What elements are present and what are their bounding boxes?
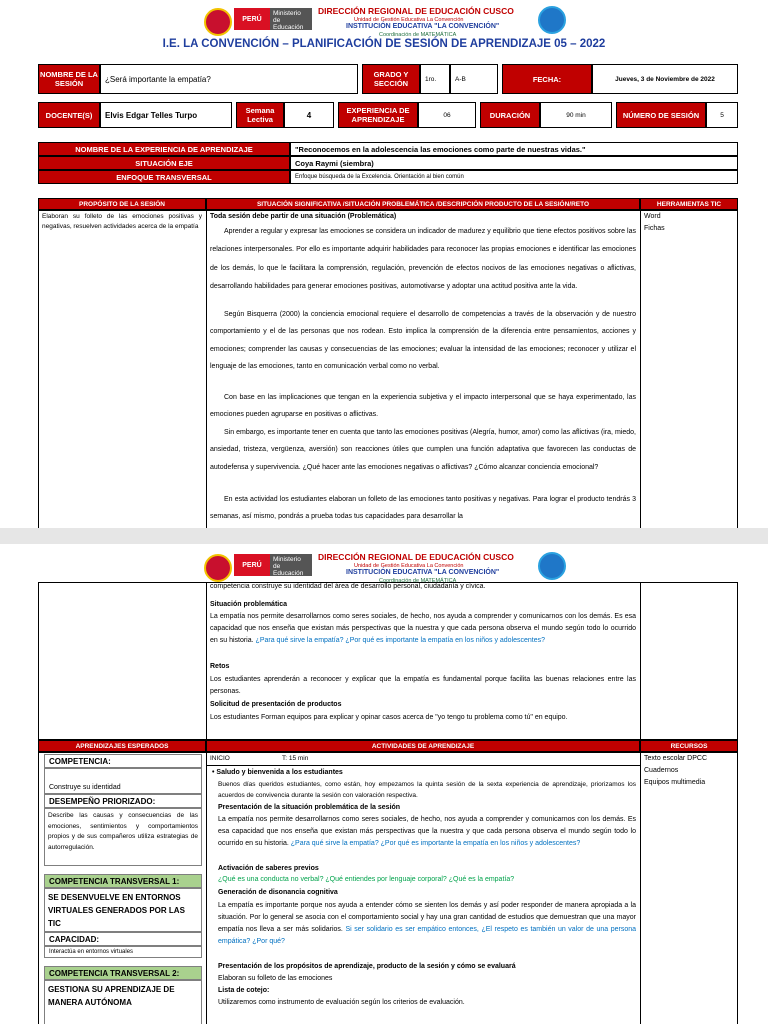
page-header (196, 4, 566, 40)
time-label: T: 15 min (282, 755, 309, 762)
grade-label: GRADO Y SECCIÓN (362, 64, 420, 94)
divider (640, 210, 641, 528)
resource-multimedia: Equipos multimedia (644, 779, 706, 786)
competency-label: COMPETENCIA: (44, 754, 202, 768)
page-2 (0, 544, 768, 1024)
situation-paragraph-2: Según Bisquerra (2000) la conciencia emocional requiere el desarrollo de competencias a través de la observación y de nuestro comportamiento y el de las personas que nos rodean. Esto implica la comprensión de la diferencia entre pensamientos, acciones y emociones; comprender las causas y consecuencias de las emociones; evaluar la intensidad de las emociones; reconocer y utilizar el lenguaje de las emociones, tanto en comunicación verbal como no verbal. (210, 311, 636, 371)
divider (206, 210, 207, 528)
dissonance-title: Generación de disonancia cognitiva (218, 889, 338, 896)
experience-label: EXPERIENCIA DE APRENDIZAJE (338, 102, 418, 128)
header-line4: Coordinación de MATEMÁTICA (379, 32, 457, 38)
capacity-label: CAPACIDAD: (44, 932, 202, 946)
session-name-value: ¿Será importante la empatía? (100, 64, 358, 94)
products-text: Los estudiantes Forman equipos para explicar y opinar casos acerca de "yo tengo tu problema como tú" en equipo. (210, 714, 568, 721)
checklist-text: Utilizaremos como instrumento de evaluación según los criterios de evaluación. (218, 999, 465, 1006)
transversal1-label: COMPETENCIA TRANSVERSAL 1: (44, 874, 202, 888)
date-value: Jueves, 3 de Noviembre de 2022 (592, 64, 738, 94)
resource-textbook: Texto escolar DPCC (644, 755, 708, 762)
school-seal-icon (538, 552, 566, 580)
situation-paragraph-4: Sin embargo, es importante tener en cuenta que tanto las emociones positivas (Alegría, humor, amor) como las aflictivas (ira, miedo, ansiedad, tristeza, vergüenza, aversión) son reacciones útiles que cumplen una función adaptativa que favorecen las conductas de autodefensa y supervivencia. ¿Qué hacer ante las emociones negativas o aflictivas? ¿Cómo alcanzar conciencia emocional? (210, 429, 636, 471)
duration-label: DURACIÓN (480, 102, 540, 128)
divider (640, 582, 641, 740)
peru-shield-icon (204, 8, 232, 36)
peru-shield-icon (204, 554, 232, 582)
performance-value: Describe las causas y consecuencias de las emociones, sentimientos y comportamientos propios y de sus compañeros utiliza estrategias de autorregulación. (48, 812, 198, 851)
competency-value: Construye su identidad (44, 768, 202, 794)
session-number-label: NÚMERO DE SESIÓN (616, 102, 706, 128)
tic-word: Word (644, 213, 661, 220)
header-line3: INSTITUCIÓN EDUCATIVA "LA CONVENCIÓN" (346, 23, 500, 30)
performance-label: DESEMPEÑO PRIORIZADO: (44, 794, 202, 808)
situation-paragraph-1: Aprender a regular y expresar las emociones se considera un indicador de madurez y equilibrio que tiene efectos positivos sobre las relaciones interpersonales. Por ello es importante adquirir habilidades para reconocer las propias emociones e identificar las emociones de los demás, lo que le facilitara la comprensión, regulación, prevención de efectos nocivos de las emociones negativas o aflictivas, desarrollando habilidades para generar emociones positivas, automotivarse y adoptar una actitud positiva ante la vida. (210, 228, 636, 291)
situation-label: SITUACIÓN EJE (38, 156, 290, 170)
expected-learning-header: APRENDIZAJES ESPERADOS (38, 740, 206, 752)
resource-notebooks: Cuadernos (644, 767, 679, 774)
problem-text: La empatía nos permite desarrollarnos como seres sociales, de hecho, nos ayuda a comprender y comunicarnos con los demás. Es esa capacidad que nos enseña que existan más perspectivas que la nuestra y que cada persona observa el mundo según todo lo ocurrido en su historia. ¿Para qué sirve la empatía? ¿Por qué es importante la empatía en los niños y adolescentes? (210, 613, 636, 644)
transversal1-box (44, 888, 202, 932)
experience-name-value: "Reconocemos en la adolescencia las emociones como parte de nuestras vidas." (290, 142, 738, 156)
tic-fichas: Fichas (644, 225, 665, 232)
week-value: 4 (284, 102, 334, 128)
header-line3: INSTITUCIÓN EDUCATIVA "LA CONVENCIÓN" (346, 569, 500, 576)
resources-header: RECURSOS (640, 740, 738, 752)
header-line2: Unidad de Gestión Educativa La Convención (354, 17, 464, 23)
divider (206, 752, 207, 1024)
date-label: FECHA: (502, 64, 592, 94)
purposes-text: Elaboran su folleto de las emociones (218, 975, 333, 982)
experience-name-label: NOMBRE DE LA EXPERIENCIA DE APRENDIZAJE (38, 142, 290, 156)
purposes-title: Presentación de los propósitos de aprendizaje, producto de la sesión y cómo se evaluará (218, 963, 516, 970)
situation-paragraph-3: Con base en las implicaciones que tengan en la experiencia subjetiva y el impacto interpersonal que se haya experimentado, las emociones pueden agruparse en positivas o aflictivas. (210, 394, 636, 419)
header-line1: DIRECCIÓN REGIONAL DE EDUCACIÓN CUSCO (318, 6, 514, 16)
teacher-value: Elvis Edgar Telles Turpo (100, 102, 232, 128)
grade-value: 1ro. (420, 64, 450, 94)
activation-question: ¿Qué es una conducta no verbal? ¿Qué entiendes por lenguaje corporal? ¿Qué es la empatía? (218, 876, 515, 883)
approach-value: Enfoque búsqueda de la Excelencia. Orientación al bien común (290, 170, 738, 184)
products-title: Solicitud de presentación de productos (210, 701, 342, 708)
situation-intro: Toda sesión debe partir de una situación (Problemática) (210, 213, 397, 220)
ministry-logo: Ministerio de Educación (270, 554, 312, 576)
transversal1-value: SE DESENVUELVE EN ENTORNOS VIRTUALES GENERADOS POR LAS TIC (48, 893, 185, 928)
checklist-title: Lista de cotejo: (218, 987, 270, 994)
performance-box (44, 808, 202, 866)
activities-header: ACTIVIDADES DE APRENDIZAJE (206, 740, 640, 752)
purpose-header: PROPÓSITO DE LA SESIÓN (38, 198, 206, 210)
ministry-logo: Ministerio de Educación (270, 8, 312, 30)
header-line2: Unidad de Gestión Educativa La Convención (354, 563, 464, 569)
presentation-text: La empatía nos permite desarrollarnos como seres sociales, de hecho, nos ayuda a comprender y comunicarnos con los demás. Es esa capacidad que nos enseña que existan más perspectivas que la nuestra y que cada persona observa el mundo según todo lo ocurrido en su historia. ¿Para qué sirve la empatía? ¿Por qué es importante la empatía en los niños y adolescentes? (218, 816, 636, 847)
divider (206, 765, 640, 766)
greeting-text: Buenos días queridos estudiantes, como están, hoy empezamos la quinta sesión de la sexta experiencia de aprendizaje, priorizamos los acuerdos de convivencia durante la sesión con valoración respectiva. (218, 781, 636, 799)
page-title: I.E. LA CONVENCIÓN – PLANIFICACIÓN DE SESIÓN DE APRENDIZAJE 05 – 2022 (162, 38, 606, 50)
approach-label: ENFOQUE TRANSVERSAL (38, 170, 290, 184)
greeting-title: • Saludo y bienvenida a los estudiantes (212, 769, 343, 776)
situation-paragraph-5: En esta actividad los estudiantes elaboran un folleto de las emociones tanto positivas y negativas. Para lograr el producto tendrás 3 semanas, así mismo, pondrás a prueba todas tus capacidades para desarrollar la (210, 496, 636, 521)
divider (640, 752, 641, 1024)
tic-header: HERRAMIENTAS TIC (640, 198, 738, 210)
activation-title: Activación de saberes previos (218, 865, 319, 872)
week-label: Semana Lectiva (236, 102, 284, 128)
experience-value: 06 (418, 102, 476, 128)
situation-header: SITUACIÓN SIGNIFICATIVA /SITUACIÓN PROBLEMÁTICA /DESCRIPCIÓN PRODUCTO DE LA SESIÓN/RETO (206, 198, 640, 210)
session-number-value: 5 (706, 102, 738, 128)
continuation-line: competencia construye su identidad del área de desarrollo personal, ciudadanía y cívica. (210, 583, 486, 590)
problem-question: ¿Para qué sirve la empatía? ¿Por qué es importante la empatía en los niños y adolescentes? (255, 637, 546, 644)
header-line4: Coordinación de MATEMÁTICA (379, 578, 457, 584)
transversal2-label: COMPETENCIA TRANSVERSAL 2: (44, 966, 202, 980)
situation-value: Coya Raymi (siembra) (290, 156, 738, 170)
duration-value: 90 min (540, 102, 612, 128)
page-header (196, 550, 566, 586)
school-seal-icon (538, 6, 566, 34)
start-label: INICIO (210, 755, 230, 762)
page-gap (0, 528, 768, 544)
capacity-value: Interactúa en entornos virtuales (44, 946, 202, 958)
presentation-title: Presentación de la situación problemática de la sesión (218, 804, 401, 811)
dissonance-question: Si ser solidario es ser empático entonces, ¿El respeto es también un valor de una persona empática? ¿Por qué? (218, 926, 637, 945)
goals-text: Los estudiantes aprenderán a reconocer y explicar que la empatía es fundamental porque facilita las buenas relaciones entre las personas. (210, 676, 636, 695)
divider (206, 582, 207, 740)
dissonance-text: La empatía es importante porque nos ayuda a entender cómo se sienten los demás y así poder responder de manera apropiada a la situación. Por lo general se asocia con el comportamiento social y hay una gran cantidad de estudios que demuestran que una mayor empatía nos lleva a ser más solidarios. Si ser solidario es ser empático entonces, ¿El respeto es también un valor de una persona empática? ¿Por qué? (218, 902, 637, 945)
session-name-label: NOMBRE DE LA SESIÓN (38, 64, 100, 94)
section-value: A-B (450, 64, 498, 94)
header-line1: DIRECCIÓN REGIONAL DE EDUCACIÓN CUSCO (318, 552, 514, 562)
transversal2-box (44, 980, 202, 1024)
transversal2-value: GESTIONA SU APRENDIZAJE DE MANERA AUTÓNOMA (48, 985, 175, 1007)
purpose-text: Elaboran su folleto de las emociones positivas y negativas, resuelven actividades acerca de la empatía (42, 213, 202, 230)
goals-title: Retos (210, 663, 230, 670)
teacher-label: DOCENTE(S) (38, 102, 100, 128)
peru-logo: PERÚ (234, 554, 270, 576)
presentation-question: ¿Para qué sirve la empatía? ¿Por qué es importante la empatía en los niños y adolescentes? (290, 840, 581, 847)
peru-logo: PERÚ (234, 8, 270, 30)
problem-title: Situación problemática (210, 601, 288, 608)
